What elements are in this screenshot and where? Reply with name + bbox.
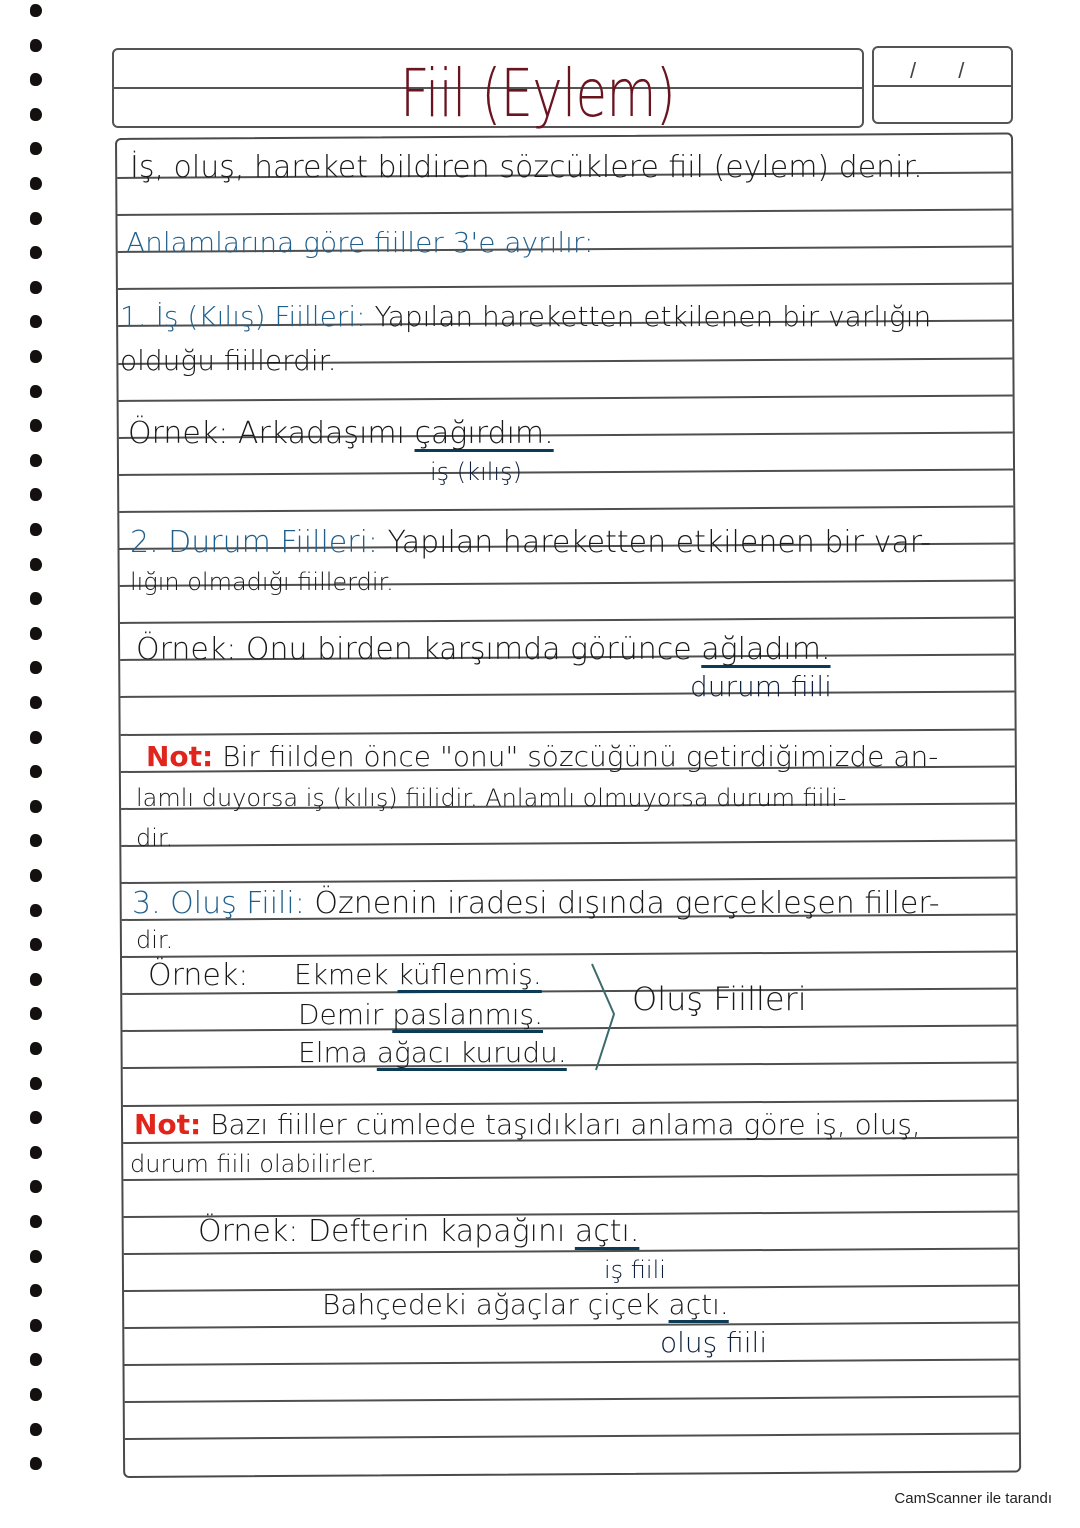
binding-hole xyxy=(30,177,42,190)
example-subject: Elma xyxy=(298,1036,368,1069)
note1-line3: dir. xyxy=(136,824,174,852)
binding-hole xyxy=(30,765,42,778)
example-annotation: durum fiili xyxy=(690,670,832,703)
binding-hole xyxy=(30,315,42,328)
section2-example xyxy=(136,632,831,667)
binding-hole xyxy=(30,1423,42,1436)
binding-hole xyxy=(30,281,42,294)
binding-hole xyxy=(30,1215,42,1228)
binding-hole xyxy=(30,1042,42,1055)
classification-heading: Anlamlarına göre fiiller 3'e ayrılır: xyxy=(126,226,594,259)
binding-hole xyxy=(30,731,42,744)
binding-hole xyxy=(30,973,42,986)
example-text: Defterin kapağını xyxy=(307,1214,566,1249)
ruled-line xyxy=(122,988,1016,995)
binding-hole xyxy=(30,1457,42,1470)
ruled-line xyxy=(125,1396,1019,1403)
ruled-line xyxy=(124,1359,1018,1366)
binding-hole xyxy=(30,1319,42,1332)
binding-hole xyxy=(30,661,42,674)
binding-hole xyxy=(30,523,42,536)
ruled-line xyxy=(119,505,1013,512)
oluş-example-3 xyxy=(298,1036,567,1069)
section1-text: Yapılan hareketten etkilenen bir varlığın xyxy=(374,300,932,333)
ruled-line xyxy=(123,1099,1017,1106)
note-label: Not: xyxy=(134,1108,202,1141)
ruled-line xyxy=(125,1433,1019,1440)
example-verb: ağladım. xyxy=(701,632,831,667)
ruled-line xyxy=(120,691,1014,698)
binding-hole xyxy=(30,39,42,52)
binding-hole xyxy=(30,696,42,709)
ruled-line xyxy=(121,839,1015,846)
binding-hole xyxy=(30,1077,42,1090)
ruled-line xyxy=(120,617,1014,624)
example-verb: küflenmiş. xyxy=(397,958,542,991)
grouping-brace-icon xyxy=(590,962,620,1072)
spiral-binding xyxy=(30,0,46,1490)
binding-hole xyxy=(30,938,42,951)
example-label: Örnek: xyxy=(136,632,237,667)
binding-hole xyxy=(30,869,42,882)
binding-hole xyxy=(30,627,42,640)
example-verb: çağırdım. xyxy=(414,416,554,451)
ruled-line xyxy=(122,1025,1016,1032)
binding-hole xyxy=(30,73,42,86)
example-label: Örnek: xyxy=(198,1214,299,1249)
note2-example-1 xyxy=(198,1214,639,1249)
date-box-rule xyxy=(874,85,1011,87)
ruled-line xyxy=(118,283,1012,290)
example-verb: ağacı kurudu. xyxy=(376,1036,567,1069)
binding-hole xyxy=(30,800,42,813)
example-text: Bahçedeki ağaçlar çiçek xyxy=(322,1288,660,1321)
example-annotation: iş (kılış) xyxy=(430,458,522,486)
example-annotation: oluş fiili xyxy=(660,1326,768,1359)
binding-hole xyxy=(30,904,42,917)
example-verb: açtı. xyxy=(574,1214,640,1249)
example-verb: açtı. xyxy=(668,1288,729,1321)
note2-line2: durum fiili olabilirler. xyxy=(130,1150,378,1178)
example-annotation: iş fiili xyxy=(604,1256,666,1284)
section1-line2: olduğu fiillerdir. xyxy=(120,344,337,377)
ruled-line xyxy=(122,951,1016,958)
binding-hole xyxy=(30,108,42,121)
section3-line1 xyxy=(132,886,940,921)
oluş-example-2 xyxy=(298,998,543,1031)
binding-hole xyxy=(30,1250,42,1263)
scanner-watermark: CamScanner ile tarandı xyxy=(894,1490,1052,1507)
oluş-group-label: Oluş Fiilleri xyxy=(632,980,807,1018)
page-title: Fiil (Eylem) xyxy=(400,55,676,132)
binding-hole xyxy=(30,1007,42,1020)
oluş-example-1 xyxy=(294,958,542,991)
section2-heading: 2. Durum Fiilleri: xyxy=(130,525,379,560)
note2-text: Bazı fiiller cümlede taşıdıkları anlama göre iş, oluş, xyxy=(210,1108,921,1141)
date-field: / / xyxy=(910,58,983,83)
definition-text: İş, oluş, hareket bildiren sözcüklere fiil (eylem) denir. xyxy=(130,150,923,185)
binding-hole xyxy=(30,454,42,467)
note2-line1 xyxy=(134,1108,921,1141)
binding-hole xyxy=(30,212,42,225)
section2-line1 xyxy=(130,525,931,560)
binding-hole xyxy=(30,834,42,847)
example-text: Arkadaşımı xyxy=(237,416,405,451)
binding-hole xyxy=(30,1111,42,1124)
date-box xyxy=(872,46,1013,124)
binding-hole xyxy=(30,1146,42,1159)
ruled-line xyxy=(119,468,1013,475)
binding-hole xyxy=(30,419,42,432)
example-subject: Demir xyxy=(298,998,384,1031)
binding-hole xyxy=(30,592,42,605)
note1-text: Bir fiilden önce "onu" sözcüğünü getirdiğimizde an- xyxy=(222,740,939,773)
note1-line1 xyxy=(146,740,938,773)
binding-hole xyxy=(30,1388,42,1401)
binding-hole xyxy=(30,142,42,155)
ruled-line xyxy=(117,209,1011,216)
section3-text: Öznenin iradesi dışında gerçekleşen filler- xyxy=(314,886,940,921)
binding-hole xyxy=(30,488,42,501)
example-label: Örnek: xyxy=(128,416,229,451)
example-verb: paslanmış. xyxy=(392,998,544,1031)
binding-hole xyxy=(30,4,42,17)
ruled-line xyxy=(122,876,1016,883)
note1-line2: lamlı duyorsa iş (kılış) fiilidir. Anlamlı olmuyorsa durum fiili- xyxy=(136,784,847,812)
section2-line2: lığın olmadığı fiillerdir. xyxy=(130,568,394,596)
section1-heading: 1. İş (Kılış) Fiilleri: xyxy=(120,300,366,333)
section3-line2: dir. xyxy=(136,926,174,954)
section1-example xyxy=(128,416,554,451)
binding-hole xyxy=(30,246,42,259)
binding-hole xyxy=(30,1353,42,1366)
ruled-line xyxy=(123,1062,1017,1069)
note-label: Not: xyxy=(146,740,214,773)
section1-line1 xyxy=(120,300,931,333)
binding-hole xyxy=(30,350,42,363)
example-subject: Ekmek xyxy=(294,958,389,991)
ruled-line xyxy=(119,394,1013,401)
section3-example-label: Örnek: xyxy=(148,958,249,993)
ruled-line xyxy=(121,728,1015,735)
note2-example-2 xyxy=(322,1288,729,1321)
binding-hole xyxy=(30,1180,42,1193)
ruled-line xyxy=(124,1322,1018,1329)
section2-text: Yapılan hareketten etkilenen bir var- xyxy=(387,525,931,560)
binding-hole xyxy=(30,385,42,398)
example-text: Onu birden karşımda görünce xyxy=(245,632,692,667)
binding-hole xyxy=(30,558,42,571)
section3-heading: 3. Oluş Fiili: xyxy=(132,886,305,921)
binding-hole xyxy=(30,1284,42,1297)
